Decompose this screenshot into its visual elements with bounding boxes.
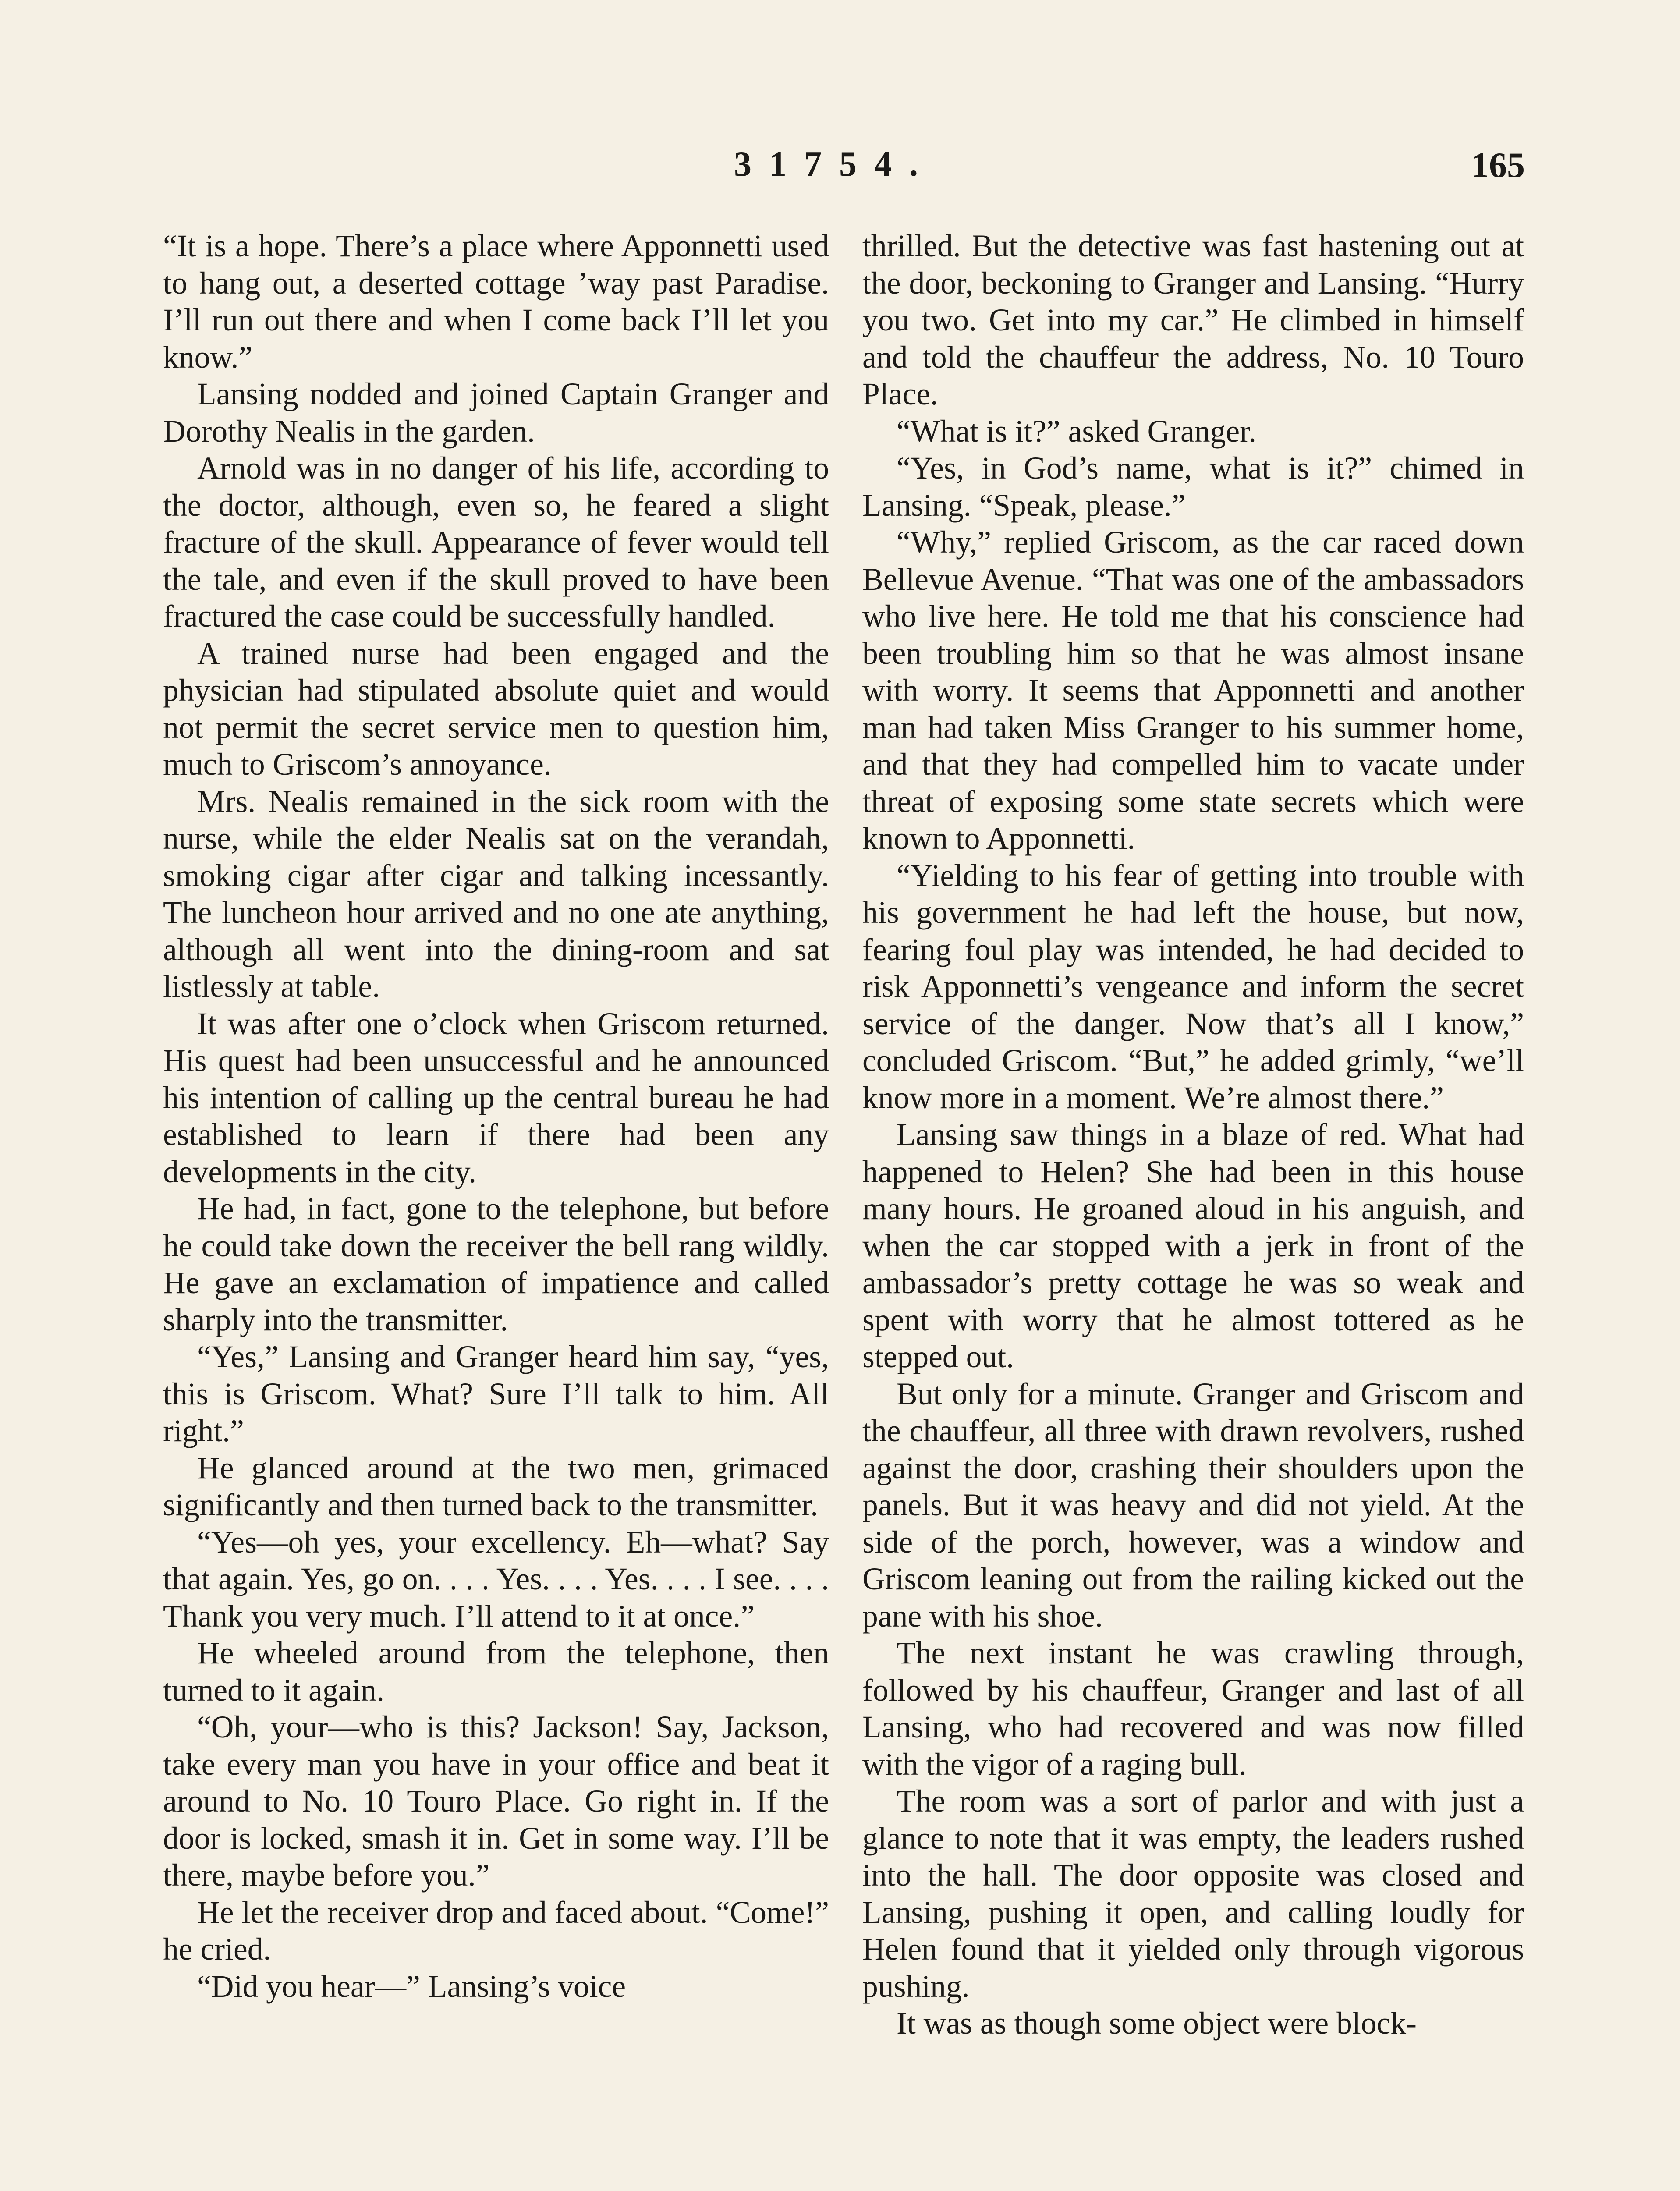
paragraph: “Yes,” Lansing and Granger heard him say, “yes, this is Griscom. What? Sure I’ll talk to him. All right.”: [163, 1340, 829, 1448]
paragraph: It was as though some object were block-: [897, 2006, 1417, 2041]
paragraph: He glanced around at the two men, grimaced significantly and then turned back to the transmitter.: [163, 1450, 829, 1522]
paragraph: The room was a sort of parlor and with just a glance to note that it was empty, the leaders rushed into the hall. The door opposite was closed and Lansing, pushing it open, and calling loudly for Helen found that it yielded only through vigorous pushing.: [862, 1784, 1524, 2004]
right-column: [862, 228, 1524, 2042]
paragraph: “Did you hear—” Lansing’s voice: [197, 1969, 626, 2004]
paragraph: The next instant he was crawling through, followed by his chauffeur, Granger and last of all Lansing, who had recovered and was now filled with the vigor of a raging bull.: [862, 1636, 1524, 1782]
left-column: [163, 228, 829, 2005]
paragraph: “What is it?” asked Granger.: [897, 414, 1256, 449]
paragraph: He wheeled around from the telephone, then turned to it again.: [163, 1636, 829, 1708]
paragraph: But only for a minute. Granger and Griscom and the chauffeur, all three with drawn revolvers, rushed against the door, crashing their shoulders upon the panels. But it was heavy and did not yield. At the side of the porch, however, was a window and Griscom leaning out from the railing kicked out the pane with his shoe.: [862, 1376, 1524, 1634]
paragraph: He let the receiver drop and faced about. “Come!” he cried.: [163, 1895, 829, 1967]
paragraph: Lansing nodded and joined Captain Granger and Dorothy Nealis in the garden.: [163, 377, 829, 449]
page-number: 165: [1471, 145, 1525, 185]
paragraph: “Why,” replied Griscom, as the car raced down Bellevue Avenue. “That was one of the ambassadors who live here. He told me that his conscience had been troubling him so that he was almost insane with worry. It seems that Apponnetti and another man had taken Miss Granger to his summer home, and that they had compelled him to vacate under threat of exposing some state secrets which were known to Apponnetti.: [862, 525, 1524, 856]
paragraph: Mrs. Nealis remained in the sick room with the nurse, while the elder Nealis sat on the verandah, smoking cigar after cigar and talking incessantly. The luncheon hour arrived and no one ate anything, although all went into the dining-room and sat listlessly at table.: [163, 784, 829, 1004]
paragraph: A trained nurse had been engaged and the physician had stipulated absolute quiet and would not permit the secret service men to question him, much to Griscom’s annoyance.: [163, 636, 829, 782]
serial-number: 31754.: [734, 145, 936, 184]
paragraph: It was after one o’clock when Griscom returned. His quest had been unsuccessful and he announced his intention of calling up the central bureau he had established to learn if there had been any developments in the city.: [163, 1006, 829, 1189]
paragraph: He had, in fact, gone to the telephone, but before he could take down the receiver the bell rang wildly. He gave an exclamation of impatience and called sharply into the transmitter.: [163, 1191, 829, 1337]
paragraph: “Oh, your—who is this? Jackson! Say, Jackson, take every man you have in your office and beat it around to No. 10 Touro Place. Go right in. If the door is locked, smash it in. Get in some way. I’ll be there, maybe before you.”: [163, 1710, 829, 1893]
paragraph: Arnold was in no danger of his life, according to the doctor, although, even so, he feared a slight fracture of the skull. Appearance of fever would tell the tale, and even if the skull proved to have been fractured the case could be successfully handled.: [163, 451, 829, 634]
paragraph: Lansing saw things in a blaze of red. What had happened to Helen? She had been in this house many hours. He groaned aloud in his anguish, and when the car stopped with a jerk in front of the ambassador’s pretty cottage he was so weak and spent with worry that he almost tottered as he stepped out.: [862, 1117, 1524, 1374]
paragraph: “Yes, in God’s name, what is it?” chimed in Lansing. “Speak, please.”: [862, 451, 1524, 523]
page-header: [162, 145, 1525, 193]
paragraph: “Yes—oh yes, your excellency. Eh—what? Say that again. Yes, go on. . . . Yes. . . . Yes. . . . I see. . . . Thank you very much. I’ll attend to it at once.”: [163, 1524, 829, 1634]
paragraph: “Yielding to his fear of getting into trouble with his government he had left the house, but now, fearing foul play was intended, he had decided to risk Apponnetti’s vengeance and inform the secret service of the danger. Now that’s all I know,” concluded Griscom. “But,” he added grimly, “we’ll know more in a moment. We’re almost there.”: [862, 858, 1524, 1115]
paragraph: thrilled. But the detective was fast hastening out at the door, beckoning to Granger and Lansing. “Hurry you two. Get into my car.” He climbed in himself and told the chauffeur the address, No. 10 Touro Place.: [862, 229, 1524, 411]
paragraph: “It is a hope. There’s a place where Apponnetti used to hang out, a deserted cottage ’way past Paradise. I’ll run out there and when I come back I’ll let you know.”: [163, 229, 829, 375]
